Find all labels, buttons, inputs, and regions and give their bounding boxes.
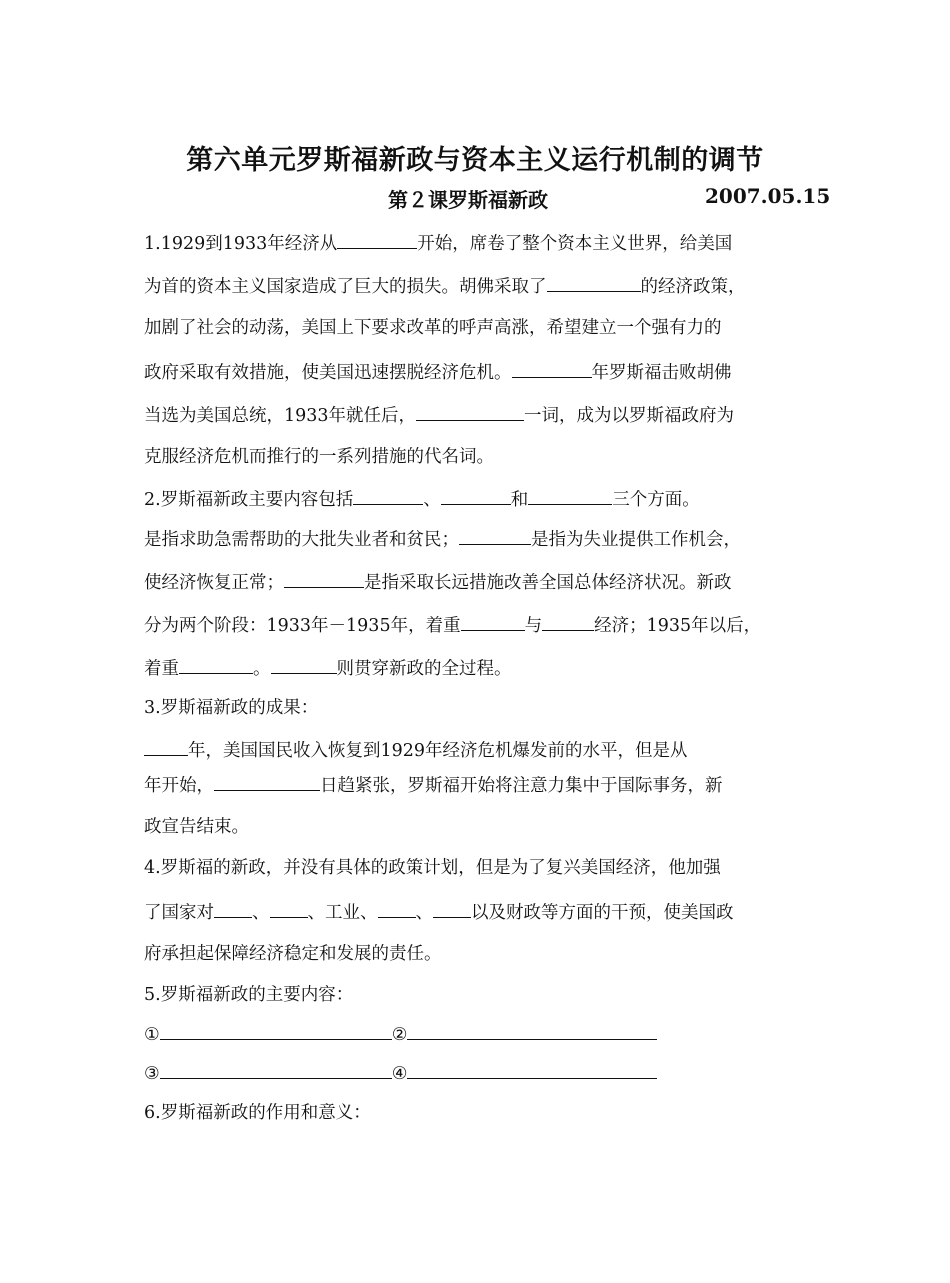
q2-text: 则贯穿新政的全过程。: [336, 659, 512, 679]
fill-blank[interactable]: [284, 569, 364, 588]
q2-text: 2.罗斯福新政主要内容包括: [144, 490, 354, 510]
q2-text: 着重: [144, 659, 179, 679]
q3-heading: [144, 696, 318, 720]
q1-text: 克服经济危机而推行的一系列措施的代名词。: [144, 447, 494, 467]
q4-line-3: [144, 942, 442, 966]
q1-text: 开始，席卷了整个资本主义世界，给美国: [417, 234, 733, 254]
q2-text: 、: [423, 490, 441, 510]
fill-blank[interactable]: [337, 230, 417, 249]
q4-line-1: [144, 856, 721, 880]
fill-blank[interactable]: [160, 1060, 392, 1079]
q2-text: 和: [510, 490, 529, 510]
q5-heading: [144, 983, 353, 1007]
fill-blank[interactable]: [528, 486, 612, 505]
fill-blank[interactable]: [433, 899, 471, 918]
fill-blank[interactable]: [441, 486, 511, 505]
q1-text: 加剧了社会的动荡，美国上下要求改革的呼声高涨，希望建立一个强有力的: [144, 318, 722, 338]
q4-text: 府承担起保障经济稳定和发展的责任。: [144, 944, 442, 964]
q3-text: 年开始，: [144, 776, 214, 796]
fill-blank[interactable]: [179, 655, 253, 674]
q1-line-6: [144, 445, 494, 469]
q4-text: 以及财政等方面的干预，使美国政: [471, 903, 734, 923]
worksheet-date: 2007.05.15: [705, 184, 831, 208]
q1-text: 政府采取有效措施，使美国迅速摆脱经济危机。: [144, 363, 512, 383]
q3-text: 3.罗斯福新政的成果：: [144, 698, 319, 718]
q5-marker: ①: [144, 1025, 160, 1045]
q4-line-2: [144, 899, 734, 925]
lesson-title: 第２课罗斯福新政: [388, 188, 548, 212]
q5-marker: ③: [144, 1064, 160, 1084]
q5-line-1: [144, 1021, 657, 1047]
q1-text: 一词，成为以罗斯福政府为: [524, 406, 735, 426]
q1-line-5: [144, 402, 734, 428]
fill-blank[interactable]: [512, 359, 592, 378]
q1-text: 为首的资本主义国家造成了巨大的损失。胡佛采取了: [144, 277, 547, 297]
q1-text: 年罗斯福击败胡佛: [591, 363, 732, 383]
q4-text: 、: [415, 903, 433, 923]
q2-line-5: [144, 655, 512, 681]
q1-line-4: [144, 359, 732, 385]
q1-text: 当选为美国总统，1933年就任后，: [144, 406, 417, 426]
fill-blank[interactable]: [459, 526, 531, 545]
fill-blank[interactable]: [144, 737, 188, 756]
q2-text: 是指求助急需帮助的大批失业者和贫民；: [144, 530, 459, 550]
q3-text: 年，美国国民收入恢复到1929年经济危机爆发前的水平，但是从: [188, 741, 688, 761]
fill-blank[interactable]: [416, 402, 524, 421]
q1-text: 1.1929到1933年经济从: [144, 234, 338, 254]
q2-line-1: [144, 486, 700, 512]
q2-line-3: [144, 569, 732, 595]
q5-line-2: [144, 1060, 657, 1086]
fill-blank[interactable]: [214, 772, 320, 791]
q2-text: 。: [253, 659, 271, 679]
fill-blank[interactable]: [214, 899, 252, 918]
fill-blank[interactable]: [271, 655, 337, 674]
q3-line-3: [144, 815, 249, 839]
fill-blank[interactable]: [378, 899, 416, 918]
unit-title: 第六单元罗斯福新政与资本主义运行机制的调节: [186, 145, 764, 176]
q4-text: 了国家对: [144, 903, 214, 923]
q5-marker: ④: [391, 1064, 408, 1084]
q6-heading: [144, 1101, 371, 1125]
q6-text: 6.罗斯福新政的作用和意义：: [144, 1103, 371, 1123]
q2-text: 与: [524, 616, 543, 636]
q3-line-1: [144, 737, 688, 763]
q4-text: 、工业、: [307, 903, 378, 923]
q1-line-2: [144, 273, 746, 299]
q2-text: 是指采取长远措施改善全国总体经济状况。新政: [364, 573, 732, 593]
fill-blank[interactable]: [407, 1060, 657, 1079]
q2-text: 经济；1935年以后，: [594, 616, 762, 636]
q4-text: 4.罗斯福的新政，并没有具体的政策计划，但是为了复兴美国经济，他加强: [144, 858, 721, 878]
fill-blank[interactable]: [353, 486, 423, 505]
q2-text: 是指为失业提供工作机会，: [531, 530, 741, 550]
q3-text: 政宣告结束。: [144, 817, 249, 837]
q4-text: 、: [252, 903, 270, 923]
q1-line-3: [144, 316, 722, 340]
fill-blank[interactable]: [542, 612, 594, 631]
q5-text: 5.罗斯福新政的主要内容：: [144, 985, 354, 1005]
q2-text: 三个方面。: [612, 490, 700, 510]
fill-blank[interactable]: [547, 273, 641, 292]
q3-text: 日趋紧张，罗斯福开始将注意力集中于国际事务，新: [320, 776, 723, 796]
fill-blank[interactable]: [407, 1021, 657, 1040]
fill-blank[interactable]: [461, 612, 525, 631]
q1-line-1: [144, 230, 732, 256]
q3-line-2: [144, 772, 723, 798]
q2-text: 分为两个阶段：1933年－1935年，着重: [144, 616, 461, 636]
q1-text: 的经济政策，: [640, 277, 746, 297]
q2-line-4: [144, 612, 761, 638]
q2-text: 使经济恢复正常；: [144, 573, 284, 593]
q2-line-2: [144, 526, 741, 552]
fill-blank[interactable]: [270, 899, 308, 918]
fill-blank[interactable]: [160, 1021, 392, 1040]
q5-marker: ②: [391, 1025, 408, 1045]
